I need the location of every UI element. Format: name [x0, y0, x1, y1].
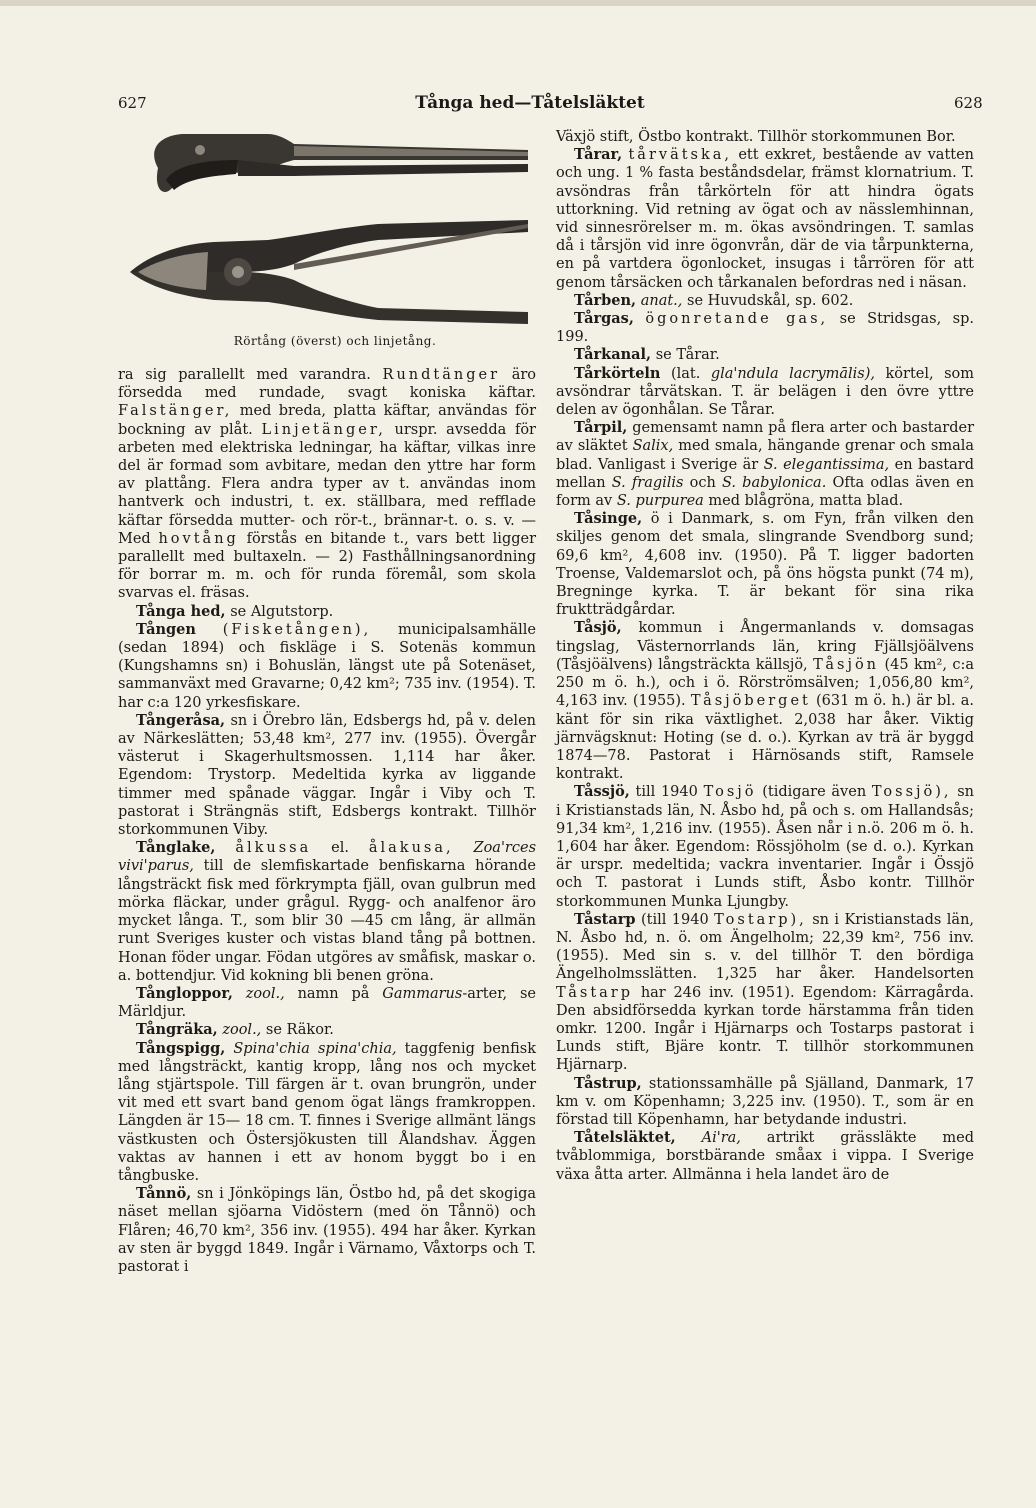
page-number-left: 627	[118, 94, 147, 112]
entry-headword: Tåstrup,	[574, 1074, 642, 1092]
entry-text: har 246 inv. (1951). Egendom: Kärragårda. Den absidförsedda kyrkan torde härstamma från tiden omkr. 1200. Ingår i Hjärnarps och Tostarps pastorat i Lunds stift, Bjäre kontr. T. tillhör storkommunen Hjärnarp.	[556, 984, 974, 1074]
entry-text: se Stridsgas, sp. 199.	[556, 311, 975, 346]
spaced-term: ålkussa	[235, 840, 312, 857]
latin-name: Salix,	[632, 438, 674, 455]
entry-tangloppor	[118, 985, 536, 1021]
entry-text: ett exkret, bestående av vatten och ung. 1 % fasta beståndsdelar, främst klornatrium. T. avsöndras från tårkörteln för att hindra ögats uttorkning. Vid retning av ögat och av nässlemhinnan, vid sinnesrörelser m. m. ökas avsöndringen. T. samlas då i tårsjön vid inre ögonvrån, där de via tårpunkterna, en på vartdera ögonlocket, insugas i tårrören för att genom tårsäcken och tårkanalen befordras ned i näsan.	[556, 147, 975, 291]
spaced-term: Linjetänger,	[261, 421, 386, 438]
entry-text: sn i Örebro län, Edsbergs hd, på v. delen av Närkeslätten; 53,48 km², 277 inv. (1955). Övergår västerut i Skagerhultsmossen. 1,114 har åker. Egendom: Trystorp. Medeltida kyrka av liggande timmer med spånade väggar. Ingår i Viby och T. pastorat i Strängnäs stift, Edsbergs kontrakt. Tillhör storkommunen Viby.	[118, 712, 536, 839]
entry-tangraka	[118, 1021, 536, 1039]
entry-headword: Tårpil,	[574, 419, 628, 437]
left-column	[118, 366, 536, 1276]
entry-text: sn i Jönköpings län, Östbo hd, på det skogiga näset mellan sjöarna Vidöstern (med ön Tånnö) och Flåren; 46,70 km², 356 inv. (1955). 494 har åker. Kyrkan av sten är byggd 1849. Ingår i Värnamo, Våxtorps och T. pastorat i	[118, 1186, 537, 1275]
entry-tarkorteln	[556, 365, 974, 420]
spaced-term: hovtång	[158, 530, 239, 547]
field-label: zool.,	[245, 985, 285, 1002]
page-number-right: 628	[954, 94, 983, 112]
text: urspr. avsedda för arbeten med elektriska ledningar, ha käftar, vilkas inre del är formad som avbitare, medan den yttre har form av plattång. Flera andra typer av t. användas inom hantverk och industri, t. ex. ställbara, med refflade käftar försedda mutter- och rör-t., brännar-t. o. s. v. — Med	[118, 421, 536, 547]
entry-tarkanal	[556, 346, 974, 364]
entry-text: gemensamt namn på flera arter och bastarder av släktet	[556, 420, 974, 455]
latin-name: S. elegantissima,	[763, 456, 890, 473]
entry-text: ö i Danmark, s. om Fyn, från vilken den skiljes genom det smala, slingrande Svendborg sund; 69,6 km², 4,608 inv. (1950). På T. ligger badorten Troense, Valdemarslot och, på öns högsta punkt (74 m), Bregninge kyrka. T. är bekant för sina rika fruktträdgårdar.	[556, 511, 974, 619]
entry-tarar	[556, 146, 974, 292]
spaced-term: Tåsjöberget	[690, 693, 811, 710]
linesman-pliers-image	[130, 220, 528, 324]
spaced-term: Tåsjön	[813, 656, 880, 673]
entry-text: och	[689, 474, 716, 491]
entry-headword: Tånga hed,	[136, 602, 226, 620]
entry-tasinge	[556, 510, 974, 619]
continued-paragraph	[556, 128, 974, 146]
spaced-term: tårvätska,	[628, 147, 733, 164]
field-label: zool.,	[222, 1022, 262, 1039]
entry-text: (631 m ö. h.) är bl. a. känt för sin rika växtlighet. 2,038 har åker. Viktig järnvägsknut: Hoting (se d. o.). Kyrkan av trä är byggd 1874—78. Pastorat i Härnösands stift, Ramsele kontrakt.	[556, 693, 974, 783]
entry-headword: Tåtelsläktet,	[574, 1129, 676, 1147]
entry-tastarp	[556, 911, 974, 1075]
entry-text: med smala, hängande grenar och smala blad. Vanligast i Sverige är	[556, 438, 974, 473]
spaced-term: Tossjö),	[871, 784, 952, 801]
spaced-term: (Fisketången),	[222, 621, 372, 638]
entry-text: namn på	[297, 985, 370, 1002]
entry-tastrup	[556, 1075, 974, 1130]
entry-headword: Tårkörteln	[574, 364, 661, 382]
entry-text: se Algutstorp.	[230, 603, 334, 620]
spaced-term: Tosjö	[703, 784, 757, 801]
right-column	[556, 128, 974, 1184]
entry-text: se Huvudskål, sp. 602.	[687, 292, 854, 309]
latin-name: Gammarus	[382, 985, 463, 1002]
entry-headword: Tåssjö,	[574, 783, 630, 801]
entry-text: till de slemfiskartade benfiskarna hörande långsträckt fisk med förkrympta fjäll, ovan gulbrun med mörka fläckar, under grågul. Rygg- och analfenor äro mycket långa. T., som blir 30 —45 cm lång, är allmän runt Sveriges kuster och vistas bland tång på bottnen. Honan föder ungar. Födan utgöres av småfisk, maskar o. a. bottendjur. Vid kokning bli benen gröna.	[118, 858, 537, 984]
entry-text: (tidigare även	[762, 784, 867, 801]
entry-headword: Tånnö,	[136, 1185, 192, 1203]
entry-text: -arter, se Märldjur.	[118, 985, 537, 1021]
entry-text: (till 1940	[640, 911, 709, 928]
spaced-term: ålakusa,	[368, 840, 454, 857]
text: med breda, platta käftar, användas för bockning av plåt.	[118, 403, 537, 438]
entry-text: sn i Kristianstads län, N. Åsbo hd, på och s. om Hallandsås; 91,34 km², 1,216 inv. (1955). Åsen når i n.ö. 206 m ö. h. 1,604 har åker. Egendom: Rössjöholm (se d. o.). Kyrkan är urspr. medeltida; vackra inventarier. Ingår i Össjö och T. pastorat i Lunds stift, Åsbo kontr. Tillhör storkommunen Munka Ljungby.	[556, 784, 974, 910]
entry-tatelslaktet	[556, 1129, 974, 1184]
text: äro försedda med rundade, svagt koniska käftar.	[118, 367, 537, 402]
entry-headword: Tånglake,	[136, 839, 216, 857]
entry-tangspigg	[118, 1040, 536, 1186]
entry-text: municipalsamhälle (sedan 1894) och fiskläge i S. Sotenäs kommun (Kungshamns sn) i Bohuslän, längst ute på Sotenäset, sammanväxt med Gravarne; 0,42 km²; 735 inv. (1954). T. har c:a 120 yrkesfiskare.	[118, 621, 537, 711]
latin-name: S. babylonica.	[722, 474, 827, 491]
pliers-drawing	[118, 120, 538, 330]
latin-name: Ai'ra,	[701, 1130, 741, 1147]
entry-text: med blågröna, matta blad.	[708, 493, 904, 510]
entry-text: till 1940	[635, 784, 698, 801]
scan-edge	[0, 0, 1036, 6]
entry-tarben	[556, 292, 974, 310]
entry-tanno	[118, 1185, 536, 1276]
latin-name: Zoa'rces vivi'parus,	[118, 840, 537, 875]
entry-tarpil	[556, 419, 974, 510]
entry-headword: Tåsinge,	[574, 510, 643, 528]
field-label: anat.,	[640, 292, 683, 309]
figure-caption: Rörtång (överst) och linjetång.	[233, 334, 437, 348]
latin-name: Spina'chia spina'chia,	[233, 1040, 397, 1057]
spaced-term: Falstänger,	[118, 403, 233, 420]
entry-headword: Tårkanal,	[574, 346, 652, 364]
entry-text: artrikt grässläkte med tvåblommiga, borstbärande småax i vippa. I Sverige växa åtta arter. Allmänna i hela landet äro de	[556, 1130, 974, 1183]
entry-text: en bastard mellan	[556, 456, 975, 491]
text: Växjö stift, Östbo kontrakt. Tillhör storkommunen Bor.	[556, 129, 956, 145]
entry-text: se Räkor.	[265, 1022, 334, 1039]
entry-text: körtel, som avsöndrar tårvätskan. T. är belägen i den övre yttre delen av ögonhålan. Se Tårar.	[556, 365, 975, 419]
latin-name: S. purpurea	[616, 493, 704, 510]
entry-headword: Tåstarp	[574, 910, 636, 928]
latin-name: gla'ndula lacrymālis),	[710, 365, 876, 382]
entry-headword: Tångeråsa,	[136, 711, 226, 729]
entry-tangen	[118, 621, 536, 712]
text: förstås en bitande t., vars bett ligger parallellt med bultaxeln. — 2) Fasthållningsanordning för borrar m. m. och för runda föremål, som skola svarvas el. fräsas.	[118, 530, 537, 602]
running-title: Tånga hed—Tåtelsläktet	[415, 93, 645, 113]
entry-headword: Tångspigg,	[136, 1039, 226, 1057]
tool-illustration	[118, 120, 538, 360]
entry-text: (45 km², c:a 250 m ö. h.), och i ö. Rörströmsälven; 1,056,80 km², 4,163 inv. (1955).	[556, 656, 975, 710]
entry-text: sn i Kristianstads län, N. Åsbo hd, n. ö. om Ängelholm; 22,39 km², 756 inv. (1955). Med sin s. v. del tillhör T. den bördiga Ängelholmsslätten. 1,325 har åker. Handelsorten	[556, 911, 975, 983]
entry-tanga-hed	[118, 603, 536, 621]
entry-tasjo	[556, 619, 974, 783]
entry-text: kommun i Ångermanlands v. domsagas tingslag, Västernorrlands län, kring Fjällsjöälvens (Tåsjöälvens) långsträckta källsjö,	[556, 620, 974, 673]
continued-paragraph	[118, 366, 536, 603]
entry-targas	[556, 310, 974, 346]
entry-tanglake	[118, 839, 536, 985]
entry-text: (lat.	[670, 365, 701, 382]
entry-text: Ofta odlas även en form av	[556, 474, 975, 510]
entry-text: taggfenig benfisk med långsträckt, kantig kropp, lång nos och mycket lång stjärtspole. Till färgen är t. ovan brungrön, under vit med ett svart band genom ögat längs framkroppen. Längden är 15— 18 cm. T. finnes i Sverige allmänt längs västkusten och Östersjökusten till Ålandshav. Äggen vaktas av hannen i ett av honom byggt bo i en tångbuske.	[118, 1040, 537, 1184]
entry-headword: Tångräka,	[136, 1021, 218, 1039]
entry-text: stationssamhälle på Själland, Danmark, 17 km v. om Köpenhamn; 3,225 inv. (1950). T., som är en förstad till Köpenhamn, har betydande industri.	[556, 1075, 974, 1128]
latin-name: S. fragilis	[611, 474, 684, 491]
spaced-term: Tåstarp	[556, 984, 634, 1001]
entry-headword: Tången	[136, 620, 196, 638]
pipe-wrench-image	[154, 134, 528, 192]
text: ra sig parallellt med varandra.	[118, 367, 371, 383]
entry-headword: Tårar,	[574, 146, 623, 164]
entry-headword: Tårben,	[574, 291, 637, 309]
entry-text: se Tårar.	[655, 347, 720, 364]
spaced-term: Tostarp),	[714, 911, 807, 928]
entry-headword: Tångloppor,	[136, 984, 233, 1002]
entry-headword: Tåsjö,	[574, 619, 622, 637]
spaced-term: ögonretande gas,	[645, 311, 829, 328]
entry-text: el.	[331, 840, 349, 857]
entry-tangerasa	[118, 712, 536, 839]
spaced-term: Rundtänger	[382, 367, 501, 383]
entry-headword: Tårgas,	[574, 310, 634, 328]
entry-tassjo	[556, 783, 974, 910]
